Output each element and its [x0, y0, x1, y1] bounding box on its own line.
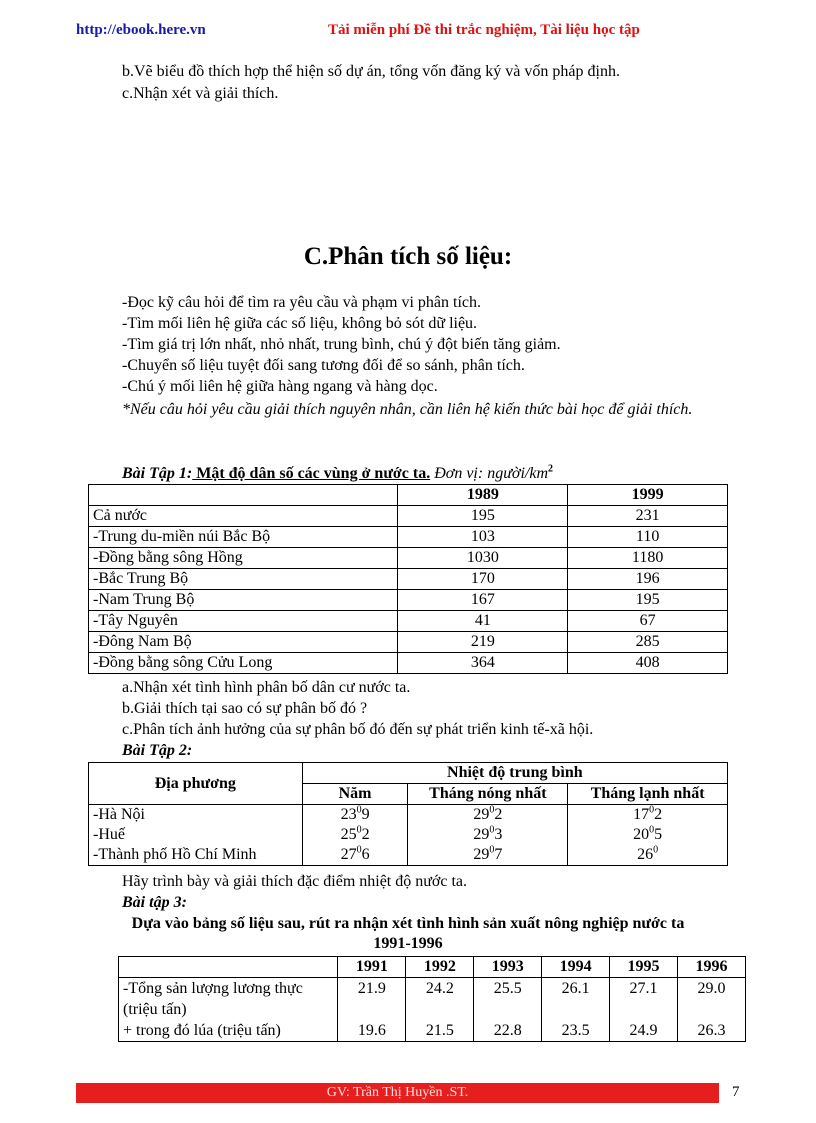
- region-cell: Cả nước: [89, 506, 398, 527]
- ex1-question: c.Phân tích ảnh hưởng của sự phân bố đó đến sự phát triển kinh tế-xã hội.: [122, 721, 594, 738]
- col-place: Địa phương: [89, 763, 303, 805]
- page-number: 7: [732, 1084, 740, 1100]
- density-table: [88, 484, 728, 674]
- value-cell: 103: [398, 527, 568, 548]
- value-cell: 110: [568, 527, 728, 548]
- region-cell: -Đồng bằng sông Cửu Long: [89, 653, 398, 674]
- footer-bar: [76, 1083, 719, 1103]
- ex1-question: b.Giải thích tại sao có sự phân bố đó ?: [122, 700, 368, 717]
- value-cell: 21.9 19.6: [338, 978, 406, 1042]
- row-label-total: [119, 978, 338, 1042]
- value-cell: 219: [398, 632, 568, 653]
- ex1-unit-sup: 2: [548, 463, 553, 475]
- ex1-question: a.Nhận xét tình hình phân bố dân cư nước ta.: [122, 679, 411, 696]
- value-cell: 170: [398, 569, 568, 590]
- temp-cell: $25^02$: [302, 825, 408, 845]
- col-cold: Tháng lạnh nhất: [568, 784, 728, 805]
- year-header: 1993: [474, 957, 542, 978]
- header-cell: [119, 957, 338, 978]
- temp-cell: $27^06$: [302, 845, 408, 866]
- note-paragraph: *Nếu câu hỏi yêu cầu giải thích nguyên nhân, cần liên hệ kiến thức bài học để giải thích.: [122, 401, 693, 418]
- agriculture-table: [118, 956, 746, 1042]
- temp-cell: $17^02$: [568, 805, 728, 826]
- temperature-table: [88, 762, 728, 866]
- region-cell: -Bắc Trung Bộ: [89, 569, 398, 590]
- table-row: [89, 845, 728, 866]
- section-title: C.Phân tích số liệu:: [303, 243, 513, 270]
- value-cell: 24.2 21.5: [406, 978, 474, 1042]
- region-cell: -Tây Nguyên: [89, 611, 398, 632]
- table-row: [89, 632, 728, 653]
- header-cell: 1999: [568, 485, 728, 506]
- value-cell: 408: [568, 653, 728, 674]
- value-cell: 231: [568, 506, 728, 527]
- intro-line-b: b.Vẽ biểu đồ thích hợp thể hiện số dự án, tổng vốn đăng ký và vốn pháp định.: [122, 63, 620, 80]
- temp-cell: $29^07$: [408, 845, 568, 866]
- value-cell: 196: [568, 569, 728, 590]
- value-cell: 27.1 24.9: [610, 978, 678, 1042]
- temp-cell: $26^0$: [568, 845, 728, 866]
- table-row: [89, 611, 728, 632]
- table-row: [89, 825, 728, 845]
- table-row: [89, 506, 728, 527]
- header-tagline: Tải miễn phí Đề thi trắc nghiệm, Tài liệu học tập: [328, 22, 640, 38]
- value-cell: 29.0 26.3: [678, 978, 746, 1042]
- region-cell: -Đông Nam Bộ: [89, 632, 398, 653]
- footer-author: GV: Trần Thị Huyền .ST.: [326, 1085, 469, 1100]
- year-header: 1992: [406, 957, 474, 978]
- year-header: 1994: [542, 957, 610, 978]
- value-cell: 25.5 22.8: [474, 978, 542, 1042]
- place-cell: -Hà Nội: [89, 805, 303, 826]
- place-cell: -Thành phố Hồ Chí Minh: [89, 845, 303, 866]
- guideline-item: -Đọc kỹ câu hỏi để tìm ra yêu cầu và phạm vi phân tích.: [122, 294, 481, 311]
- header-cell: [89, 485, 398, 506]
- year-header: 1991: [338, 957, 406, 978]
- value-cell: 67: [568, 611, 728, 632]
- region-cell: -Nam Trung Bộ: [89, 590, 398, 611]
- ex1-label: Bài Tập 1:: [122, 465, 193, 482]
- value-cell: 195: [398, 506, 568, 527]
- row-label-rice: + trong đó lúa (triệu tấn): [123, 1022, 281, 1039]
- col-group: Nhiệt độ trung bình: [302, 763, 727, 784]
- value-cell: 1030: [398, 548, 568, 569]
- ex3-title-years: 1991-1996: [373, 935, 443, 952]
- row-label-line: -Tổng sản lượng lương thực: [123, 980, 303, 997]
- value-cell: 285: [568, 632, 728, 653]
- region-cell: -Đồng bằng sông Hồng: [89, 548, 398, 569]
- temp-cell: $20^05$: [568, 825, 728, 845]
- guideline-item: -Chuyển số liệu tuyệt đối sang tương đối để so sánh, phân tích.: [122, 357, 525, 374]
- table-row: [89, 569, 728, 590]
- col-hot: Tháng nóng nhất: [408, 784, 568, 805]
- temp-cell: $29^03$: [408, 825, 568, 845]
- table-row: [89, 590, 728, 611]
- header-cell: 1989: [398, 485, 568, 506]
- guideline-item: -Chú ý mối liên hệ giữa hàng ngang và hàng dọc.: [122, 378, 438, 395]
- row-label-line: (triệu tấn): [123, 1001, 187, 1018]
- value-cell: 364: [398, 653, 568, 674]
- table-row: [89, 527, 728, 548]
- year-header: 1996: [678, 957, 746, 978]
- ex1-unit: Đơn vị: người/km: [434, 465, 548, 482]
- table-header-row: [89, 485, 728, 506]
- table-row: [89, 805, 728, 826]
- table-row: [119, 978, 746, 1042]
- col-year: Năm: [302, 784, 408, 805]
- temp-cell: $29^02$: [408, 805, 568, 826]
- ex2-question: Hãy trình bày và giải thích đặc điểm nhiệt độ nước ta.: [122, 873, 468, 890]
- temp-cell: $23^09$: [302, 805, 408, 826]
- value-cell: 167: [398, 590, 568, 611]
- value-cell: 26.1 23.5: [542, 978, 610, 1042]
- ex1-heading: [122, 464, 553, 484]
- region-cell: -Trung du-miền núi Bắc Bộ: [89, 527, 398, 548]
- year-header: 1995: [610, 957, 678, 978]
- place-cell: -Huế: [89, 825, 303, 845]
- intro-line-c: c.Nhận xét và giải thích.: [122, 85, 279, 102]
- value-cell: 41: [398, 611, 568, 632]
- ex3-label: Bài tập 3:: [122, 894, 187, 911]
- table-row: [89, 653, 728, 674]
- guideline-item: -Tìm giá trị lớn nhất, nhỏ nhất, trung bình, chú ý đột biến tăng giảm.: [122, 336, 561, 353]
- ex1-title: Mật độ dân số các vùng ở nước ta.: [192, 465, 431, 482]
- header-link[interactable]: http://ebook.here.vn: [76, 22, 206, 38]
- ex2-label: Bài Tập 2:: [122, 742, 193, 759]
- value-cell: 195: [568, 590, 728, 611]
- table-row: [89, 548, 728, 569]
- value-cell: 1180: [568, 548, 728, 569]
- ex3-title: Dựa vào bảng số liệu sau, rút ra nhận xét tình hình sản xuất nông nghiệp nước ta: [131, 915, 685, 932]
- guideline-item: -Tìm mối liên hệ giữa các số liệu, không bỏ sót dữ liệu.: [122, 315, 478, 332]
